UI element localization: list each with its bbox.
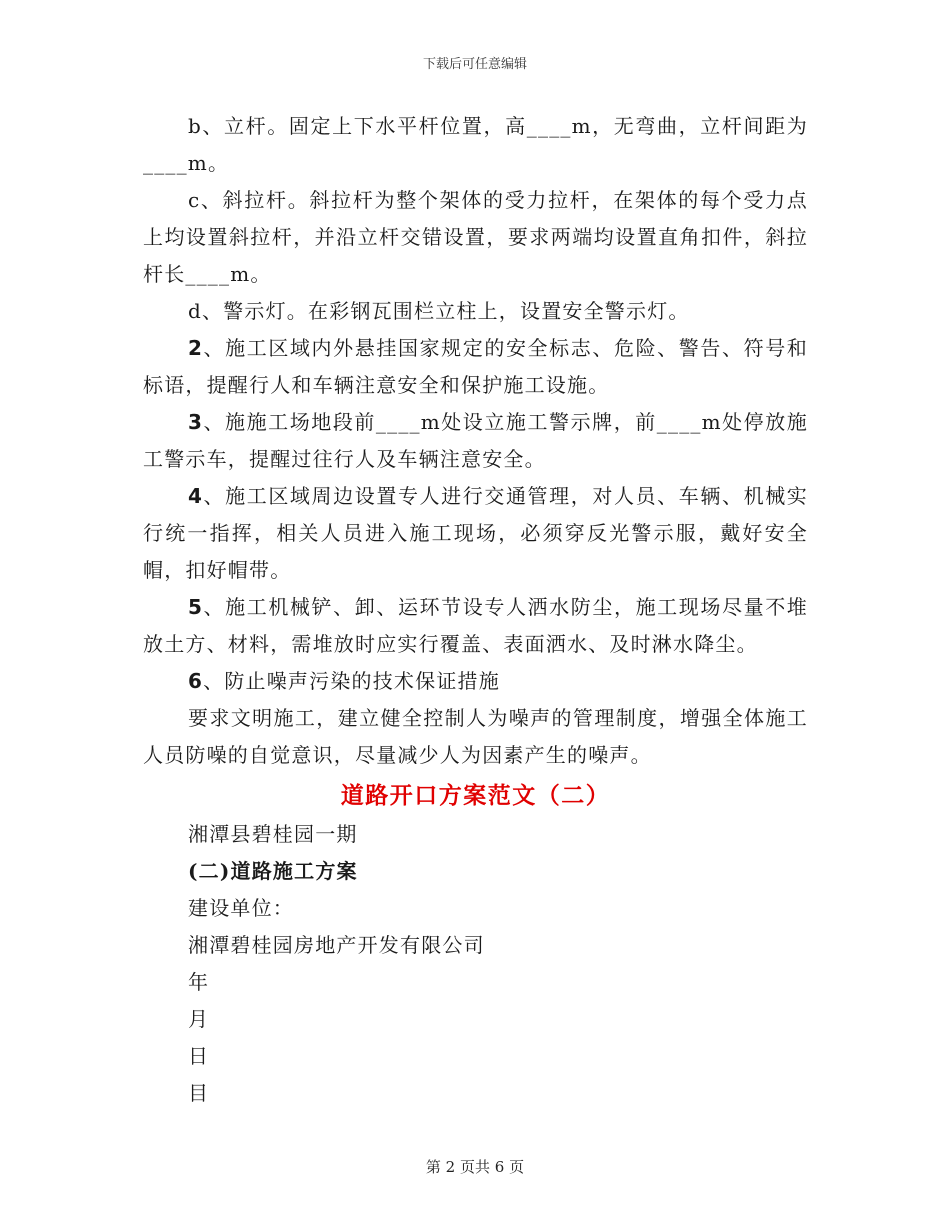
document-body: [143, 108, 808, 1112]
page-footer: 第 2 页共 6 页: [425, 1158, 525, 1176]
paragraph-b: b、立杆。固定上下水平杆位置，高____m，无弯曲，立杆间距为____m。: [143, 114, 808, 175]
item-number: 4: [188, 484, 204, 508]
builder-label: 建设单位：: [188, 896, 294, 920]
paragraph-6: 6、防止噪声污染的技术保证措施: [188, 669, 500, 693]
item-number: 2: [188, 336, 204, 360]
item-number: 5: [188, 595, 204, 619]
project-name: 湘潭县碧桂园一期: [188, 822, 358, 846]
page-header: 下载后可任意编辑: [422, 57, 527, 72]
section-title: 道路开口方案范文（二）: [340, 782, 611, 809]
paragraph-c: c、斜拉杆。斜拉杆为整个架体的受力拉杆，在架体的每个受力点上均设置斜拉杆，并沿立杆交错设置，要求两端均设置直角扣件，斜拉杆长____m。: [143, 188, 808, 286]
paragraph-noise: 要求文明施工，建立健全控制人为噪声的管理制度，增强全体施工人员防噪的自觉意识，尽量减少人为因素产生的噪声。: [143, 706, 808, 767]
item-number: 3: [188, 410, 204, 434]
month-label: 月: [188, 1007, 210, 1031]
company-name: 湘潭碧桂园房地产开发有限公司: [188, 933, 485, 957]
paragraph-5: 5、施工机械铲、卸、运环节设专人洒水防尘，施工现场尽量不堆放土方、材料，需堆放时应实行覆盖、表面洒水、及时淋水降尘。: [143, 595, 808, 656]
paragraph-3: 3、施施工场地段前____m处设立施工警示牌，前____m处停放施工警示车，提醒过往行人及车辆注意安全。: [143, 410, 808, 471]
subtitle: (二)道路施工方案: [188, 859, 358, 883]
paragraph-2: 2、施工区域内外悬挂国家规定的安全标志、危险、警告、符号和标语，提醒行人和车辆注意安全和保护施工设施。: [143, 336, 808, 397]
year-label: 年: [188, 970, 210, 994]
paragraph-d: d、警示灯。在彩钢瓦围栏立柱上，设置安全警示灯。: [188, 299, 690, 323]
paragraph-4: 4、施工区域周边设置专人进行交通管理，对人员、车辆、机械实行统一指挥，相关人员进入施工现场，必须穿反光警示服，戴好安全帽，扣好帽带。: [143, 484, 808, 582]
toc-label: 目: [188, 1081, 210, 1105]
item-number: 6: [188, 669, 204, 693]
day-label: 日: [188, 1044, 210, 1068]
